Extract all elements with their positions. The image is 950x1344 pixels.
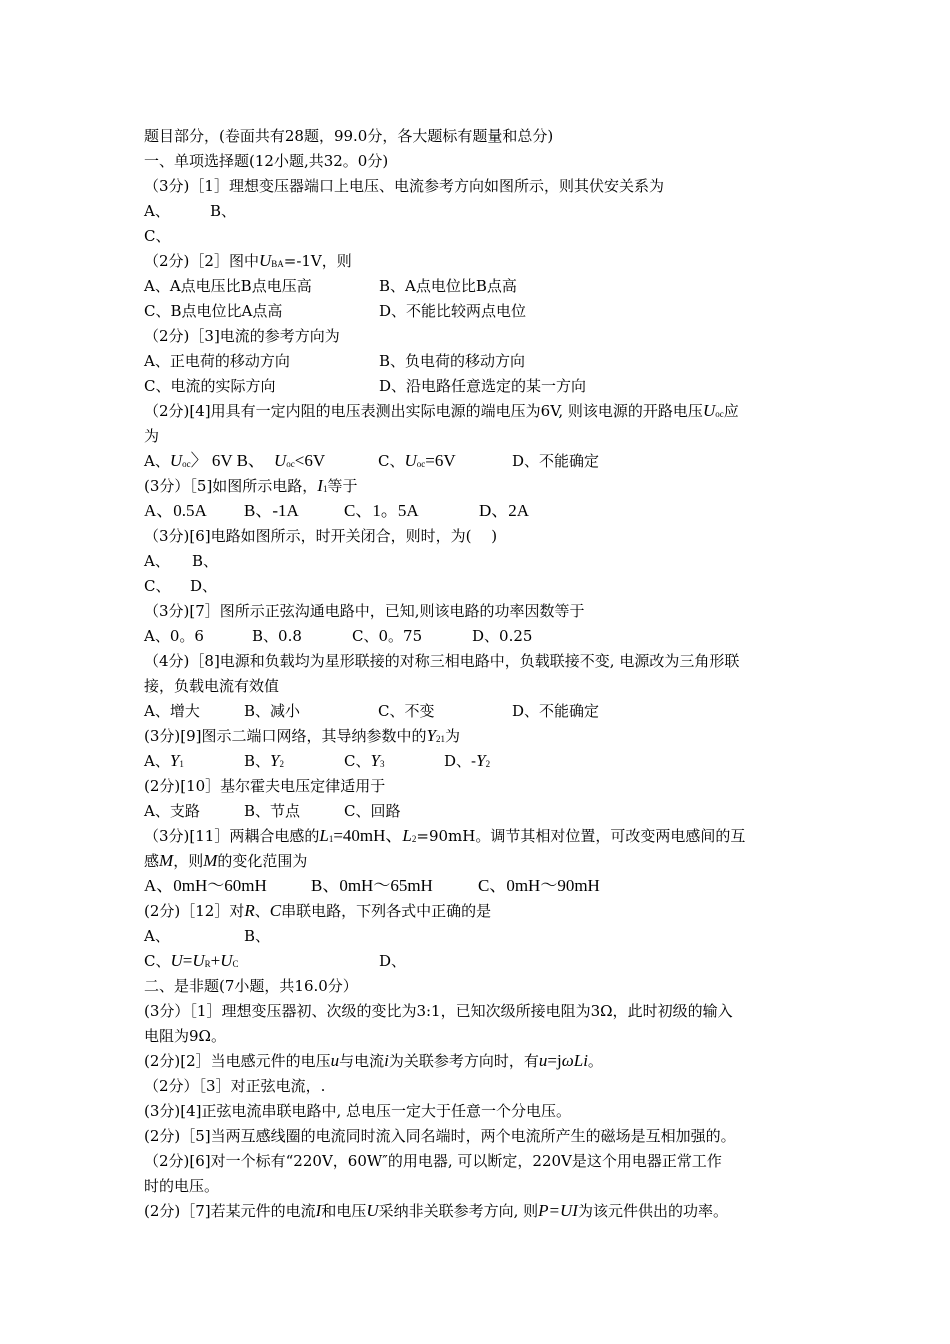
option-d: D、2A — [479, 501, 530, 520]
option-c: C、0。75 — [352, 627, 423, 645]
option-d: D、 — [190, 577, 218, 595]
option-a: A、0。6 — [144, 627, 204, 645]
option-d: D、不能确定 — [512, 452, 600, 470]
question-1-stem: （3分)［1］理想变压器端口上电压、电流参考方向如图所示，则其伏安关系为 — [144, 177, 664, 195]
option-b: B、减小 — [244, 702, 301, 720]
symbol-u: U — [258, 251, 272, 270]
option-c: C、 — [144, 577, 171, 595]
tf-1-line1: (3分）［1］理想变压器初、次级的变比为3:1，已知次级所接电阻为3Ω，此时初级的输入 — [144, 1002, 733, 1020]
question-4-stem-line2: 为 — [144, 427, 160, 445]
option-c: C、不变 — [378, 702, 435, 720]
option-c: C、0mH～90mH — [478, 876, 600, 895]
question-1-option-c: C、 — [144, 227, 171, 245]
option-b: B、 — [192, 552, 219, 570]
option-b: B、 — [210, 202, 237, 220]
tf-4: (3分)[4]正弦电流串联电路中, 总电压一定大于任意一个分电压。 — [144, 1102, 572, 1120]
option-d: D、不能确定 — [512, 702, 600, 720]
question-2-option-c: C、B点电位比A点高 — [144, 302, 283, 320]
tf-5: (2分)［5]当两互感线圈的电流同时流入同名端时，两个电流所产生的磁场是互相加强的。 — [144, 1127, 736, 1145]
question-6-stem: （3分)[6]电路如图所示，时开关闭合，则时，为( ) — [144, 527, 498, 545]
option-b: B、0mH～65mH — [311, 876, 433, 895]
question-11-stem-line1: （3分)[11］两耦合电感的$L_1=40mH$、$L_2=90mH$。调节其相对位置，可改变两电感间的互 — [144, 826, 746, 845]
question-4-stem-line1: （2分)[4]用具有一定内阻的电压表测出实际电源的端电压为6V, 则该电源的开路电压$U_{oc}$应 — [144, 401, 739, 420]
question-7-stem: （3分)[7］图所示正弦沟通电路中，已知,则该电路的功率因数等于 — [144, 602, 585, 620]
document-header: 题目部分，(卷面共有28题，99.0分，各大题标有题量和总分) — [144, 127, 554, 145]
option-a: A、增大 — [144, 702, 200, 720]
question-9-stem: (3分)[9]图示二端口网络，其导纳参数中的$Y_{21}$为 — [144, 726, 460, 745]
option-b: B、$Y_2$ — [244, 751, 284, 770]
tf-7: (2分)［7]若某元件的电流I和电压U采纳非关联参考方向, 则P=UI为该元件供出的功率。 — [144, 1201, 728, 1220]
question-3-option-b: B、负电荷的移动方向 — [379, 352, 526, 370]
option-a: A、支路 — [144, 802, 200, 820]
section-title-true-false: 二、是非题(7小题，共16.0分） — [144, 977, 358, 995]
tf-1-line2: 电阻为9Ω。 — [144, 1027, 226, 1045]
option-c: C、$U=U_R+U_C$ — [144, 951, 239, 970]
tf-2: (2分)[2］当电感元件的电压u与电流i为关联参考方向时，有u=jωLi。 — [144, 1051, 603, 1070]
option-c: C、$U_{oc}=6V$ — [378, 451, 456, 470]
question-8-stem-line1: （4分)［8]电源和负载均为星形联接的对称三相电路中，负载联接不变, 电源改为三角形联 — [144, 652, 740, 670]
question-2-option-a: A、A点电压比B点电压高 — [144, 277, 312, 295]
question-12-stem: (2分)［12］对R、C串联电路，下列各式中正确的是 — [144, 901, 492, 920]
tf-6-line2: 时的电压。 — [144, 1177, 220, 1195]
question-10-stem: (2分)[10］基尔霍夫电压定律适用于 — [144, 777, 386, 795]
option-a: A、 — [144, 202, 170, 220]
question-2-option-d: D、不能比较两点电位 — [379, 302, 527, 320]
option-c: C、1。5A — [344, 501, 419, 520]
question-5-stem: (3分）［5]如图所示电路，$I_1$等于 — [144, 476, 358, 495]
question-3-option-a: A、正电荷的移动方向 — [144, 352, 290, 370]
question-11-stem-line2: 感M，则M的变化范围为 — [144, 851, 308, 870]
option-a: A、$U_{oc}$〉 6V B、 — [144, 451, 265, 470]
option-a: A、0.5A — [144, 501, 207, 520]
option-c: C、$Y_3$ — [344, 751, 385, 770]
option-b: B、-1A — [244, 501, 299, 520]
question-3-stem: （2分)［3]电流的参考方向为 — [144, 327, 340, 345]
question-3-option-c: C、电流的实际方向 — [144, 377, 276, 395]
option-d: D、0.25 — [472, 627, 533, 645]
tf-6-line1: （2分)[6]对一个标有“220V，60W″的用电器, 可以断定，220V是这个用电器正常工作 — [144, 1152, 722, 1170]
option-b: $U_{oc}<6V$ — [274, 451, 326, 470]
question-2-stem: （2分)［2］图中$U_{BA}=-1V$，则 — [144, 251, 352, 270]
option-a: A、$Y_1$ — [144, 751, 184, 770]
question-3-option-d: D、沿电路任意选定的某一方向 — [379, 377, 587, 395]
option-b: B、 — [244, 927, 271, 945]
section-title-single-choice: 一、单项选择题(12小题,共32。0分) — [144, 152, 389, 170]
question-2-option-b: B、A点电位比B点高 — [379, 277, 517, 295]
option-d: D、$-Y_2$ — [444, 751, 491, 770]
question-8-stem-line2: 接，负载电流有效值 — [144, 677, 280, 695]
option-b: B、节点 — [244, 802, 301, 820]
option-b: B、0.8 — [252, 627, 302, 645]
option-a: A、 — [144, 927, 170, 945]
option-a: A、 — [144, 552, 170, 570]
option-c: C、回路 — [344, 802, 401, 820]
tf-3: （2分）［3］对正弦电流，. — [144, 1077, 326, 1095]
option-d: D、 — [379, 952, 407, 970]
option-a: A、0mH～60mH — [144, 876, 267, 895]
